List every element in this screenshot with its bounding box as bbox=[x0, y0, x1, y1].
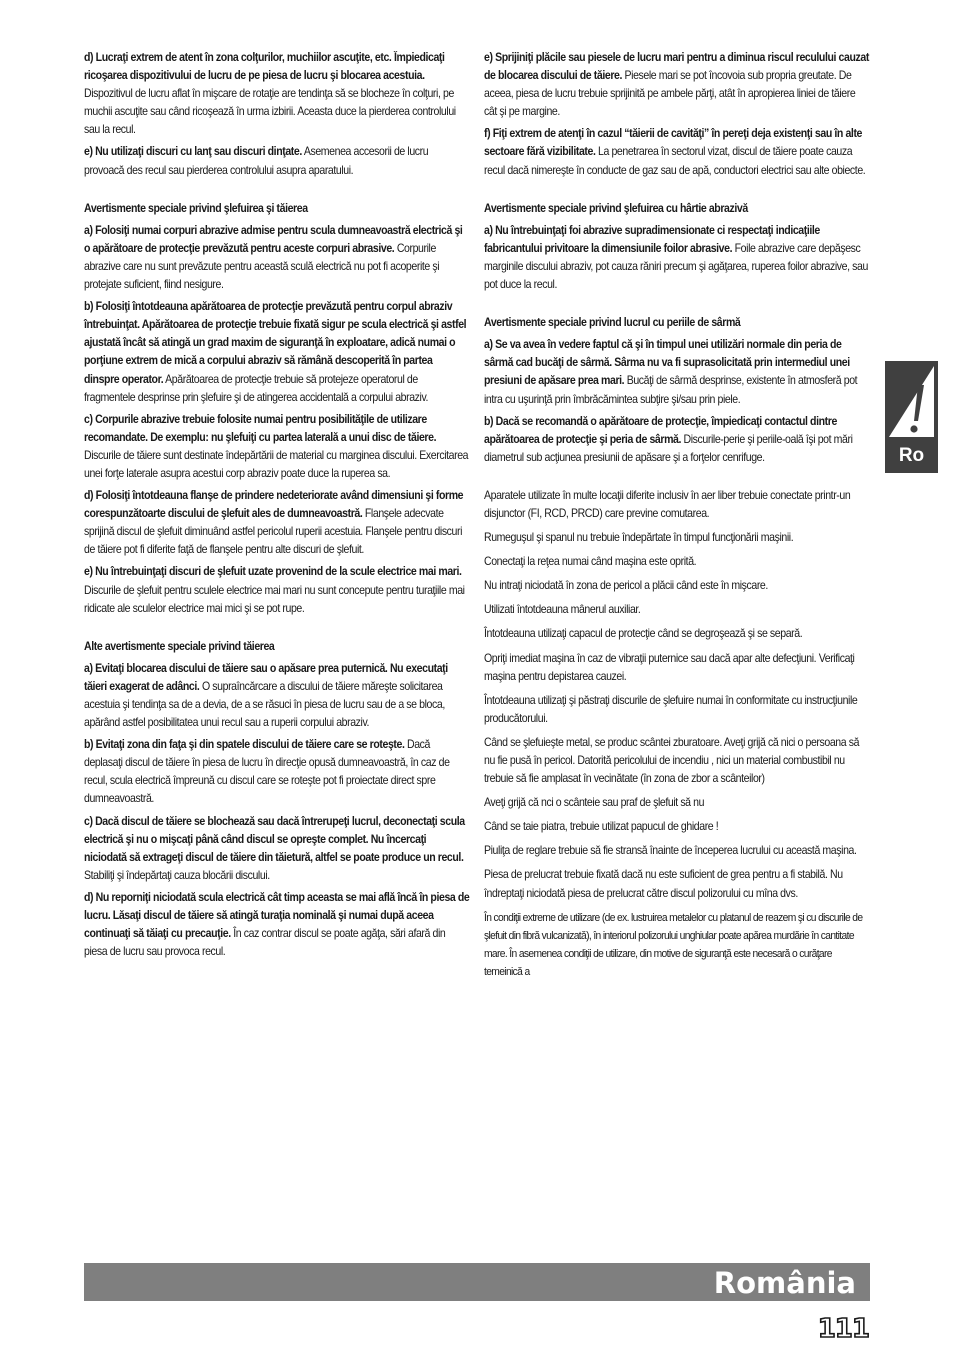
warning-paragraph: a) Folosiţi numai corpuri abrazive admise pentru scula dumneavoastră electrică şi o apărătoare de protecţie prevăzută pentru aceste corpuri abrasive. Corpurile abrazive care nu sunt prevăzute pentru această sculă electrică nu pot fi acoperite şi protejate suficient, fiind nesigure. bbox=[84, 223, 463, 292]
safety-note: Nu intraţi niciodată în zona de pericol a plăcii când este în mişcare. bbox=[484, 579, 768, 593]
safety-note: Aveţi grijă că nci o scânteie sau praf de şlefuit să nu bbox=[484, 796, 705, 810]
safety-note: Opriţi imediat maşina în caz de vibraţii puternice sau dacă apar alte defecţiuni. Verificaţi maşina pentru depistarea cauzei. bbox=[484, 651, 855, 683]
warning-paragraph: e) Nu utilizaţi discuri cu lanţ sau discuri dinţate. Asemenea accesorii de lucru provoacă des recul sau pierderea controlului asupra aparatului. bbox=[84, 145, 429, 177]
warning-paragraph: b) Folosiţi întotdeauna apărătoarea de protecţie prevăzută pentru corpul abraziv întrebuinţat. Apărătoarea de protecţie trebuie fixată sigur pe scula electrică şi astfel ajustată încât să atingă un grad maxim de siguranţă în exploatare, adică numai o porţiune extrem de mică a corpului abraziv să rămână descoperită în partea dinspre operator. Apărătoarea de protecţie trebuie să protejeze operatorul de fragmentele desprinse prin şlefuire şi de atingerea accidentală a corpului abraziv. bbox=[84, 300, 467, 404]
warning-exclamation-icon bbox=[887, 363, 936, 441]
warning-paragraph: d) Nu reporniţi niciodată scula electrică cât timp aceasta se mai află încă în piesa de lucru. Lăsaţi discul de tăiere să atingă turaţia nominală şi numai după aceea continuaţi să tăiaţi cu precauţie. În caz contrar discul se poate agăţa, sări afară din piesa de lucru sau provoca recul. bbox=[84, 890, 470, 959]
section-heading: Avertismente speciale privind lucrul cu periile de sârmă bbox=[484, 316, 741, 330]
safety-note: Când se taie piatra, trebuie utilizat papucul de ghidare ! bbox=[484, 820, 719, 834]
warning-paragraph: f) Fiţi extrem de atenţi în cazul “tăierii de cavităţi” în pereţi deja existenţi sau în alte sectoare fără vizibilitate. La penetrarea în sectorul vizat, discul de tăiere poate cauza recul dacă nimereşte în conducte de gaz sau de apă, conductori electrici sau alte obiecte. bbox=[484, 127, 866, 177]
safety-note: Piuliţa de reglare trebuie să fie stransă înainte de începerea lucrului cu această maşina. bbox=[484, 844, 857, 858]
left-column bbox=[84, 49, 470, 965]
warning-paragraph: d) Folosiţi întotdeauna flanşe de prindere nedeteriorate având dimensiuni şi forme corespunzătoarte discului de şlefuit ales de dumneavoastră. Flanşele adecvate sprijină discul de şlefuit diminuând astfel pericolul ruperii acestuia. Flanşele pentru discuri de tăiere pot fi diferite faţă de flanşele pentru alte discuri de şlefuit. bbox=[84, 489, 464, 557]
safety-note: Întotdeauna utilizaţi capacul de protecţie când se degroşează şi se separă. bbox=[484, 627, 803, 641]
section-heading: Alte avertismente speciale privind tăierea bbox=[84, 639, 275, 653]
warning-paragraph: e) Sprijiniţi plăcile sau piesele de lucru mari pentru a diminua riscul reculului cauzat de blocarea discului de tăiere. Piesele mari se pot încovoia sub propria greutate. De aceea, piesa de lucru trebuie sprijinită pe ambele părţi, atât în apropierea liniei de tăiere cât şi pe margine. bbox=[484, 51, 869, 119]
safety-note: Conectaţi la reţea numai când maşina este oprită. bbox=[484, 555, 697, 569]
warning-paragraph: a) Nu întrebuinţaţi foi abrazive supradimensionate ci respectaţi indicaţiile fabricantului privitoare la dimensiunile foilor abrasive. Foile abrazive care depăşesc marginile discului abraziv, pot cauza răniri precum şi agăţarea, ruperea foilor abrazive, sau pot duce la recul. bbox=[484, 223, 868, 292]
safety-note: În condiţii extreme de utilizare (de ex. lustruirea metalelor cu platanul de reazem şi cu discurile de şlefuit din fibră vulcanizată), în interiorul polizorului unghiular poate apărea murdărie în cantitate mare. În asemenea condiţii de utilizare, din motive de siguranţă este necesară o curăţare temeinică a bbox=[484, 911, 863, 978]
safety-note: Piesa de prelucrat trebuie fixată dacă nu este suficient de grea pentru a fi stabilă. Nu îndreptaţi niciodată piesa de prelucrat către discul polizorului cu mîna dvs. bbox=[484, 868, 843, 900]
warning-paragraph: b) Dacă se recomandă o apărătoare de protecţie, împiedicaţi contactul dintre apărătoarea de protecţie şi peria de sârmă. Discurile-perie şi periile-oală îşi pot mări diametrul sub acţiunea presiunii de apăsare şi a forţelor cenrifuge. bbox=[484, 414, 853, 464]
right-column bbox=[484, 49, 870, 987]
section-heading: Avertismente speciale privind şlefuirea cu hârtie abrazivă bbox=[484, 201, 748, 215]
language-tab bbox=[885, 361, 938, 473]
warning-paragraph: b) Evitaţi zona din faţa şi din spatele discului de tăiere care se roteşte. Dacă deplasaţi discul de tăiere în piesa de lucru în direcţie opusă dumneavoastră, în caz de recul, scula electrică împreună cu discul care se roteşte pot fi proiectate direct spre dumneavoastră. bbox=[84, 738, 450, 806]
warning-paragraph: a) Evitaţi blocarea discului de tăiere sau o apăsare prea puternică. Nu executaţi tăieri exagerat de adânci. O supraîncărcare a discului de tăiere măreşte solicitarea acestuia şi tendinţa sa de a devia, de a se răsuci în piesa de lucru sau de a se bloca, apărând astfel posibilitatea unui recul sau a ruperii corpului abraziv. bbox=[84, 661, 448, 730]
safety-note: Rumeguşul şi spanul nu trebuie îndepărtate în timpul funcţionării maşinii. bbox=[484, 531, 794, 545]
safety-note: Aparatele utilizate în multe locaţii diferite inclusiv în aer liber trebuie conectate printr-un disjunctor (FI, RCD, PRCD) care previne comutarea. bbox=[484, 488, 851, 520]
safety-note: Întotdeauna utilizaţi şi păstraţi discurile de şlefuire numai în conformitate cu instrucţiunile producătorului. bbox=[484, 693, 858, 725]
country-title: România bbox=[713, 1266, 856, 1300]
warning-paragraph: c) Corpurile abrazive trebuie folosite numai pentru posibilităţile de utilizare recomandate. De exemplu: nu şlefuiţi cu partea laterală a unui disc de tăiere. Discurile de tăiere sunt destinate îndepărtării de material cu marginea discului. Exercitarea unei forţe laterale asupra acestui corp abraziv poate duce la ruperea sa. bbox=[84, 412, 469, 480]
language-label: Ro bbox=[898, 445, 925, 466]
warning-paragraph: a) Se va avea în vedere faptul că şi în timpul unei utilizări normale din peria de sârmă cad bucăţi de sârmă. Sârma nu va fi suprasolicitată prin intermediul unei presiuni de apăsare prea mari. Bucăţi de sârmă desprinse, existente în atmosferă pot intra cu uşurinţă prin îmbrăcămintea subţire şi/sau prin piele. bbox=[484, 338, 858, 406]
safety-note: Utilizati întotdeauna mânerul auxiliar. bbox=[484, 603, 641, 617]
page-number: 111 bbox=[817, 1314, 869, 1344]
footer-bar bbox=[84, 1263, 870, 1301]
warning-paragraph: c) Dacă discul de tăiere se blochează sau dacă întrerupeţi lucrul, deconectaţi scula electrică şi nu o mişcaţi până când discul se opreşte complet. Nu încercaţi niciodată să extrageţi discul de tăiere din tăietură, altfel se poate produce un recul. Stabiliţi şi îndepărtaţi cauza blocării discului. bbox=[84, 814, 465, 882]
warning-paragraph: e) Nu întrebuinţaţi discuri de şlefuit uzate provenind de la scule electrice mai mari. Discurile de şlefuit pentru sculele electrice mai mari nu sunt concepute pentru turaţiile mai ridicate ale sculelor electrice mai mici şi se pot rupe. bbox=[84, 565, 465, 615]
warning-paragraph: d) Lucraţi extrem de atent în zona colţurilor, muchiilor ascuţite, etc. Împiedicaţi ricoşarea dispozitivului de lucru de pe piesa de lucru şi blocarea acestuia. Dispozitivul de lucru aflat în mişcare de rotaţie are tendinţa să se blocheze în colţuri, pe muchii ascuţite sau când ricoşează în urma izbirii. Aceasta duce la pierderea controlului sau la recul. bbox=[84, 51, 456, 137]
safety-note: Când se şlefuieşte metal, se produc scântei zburatoare. Aveţi grijă că nici o persoana să nu fie pusă în pericol. Datorită pericolului de incendiu , nici un material combustibil nu trebuie să fie amplasat în vecinătate (în zona de zbor a scânteilor) bbox=[484, 735, 860, 786]
section-heading: Avertismente speciale privind şlefuirea şi tăierea bbox=[84, 201, 308, 215]
